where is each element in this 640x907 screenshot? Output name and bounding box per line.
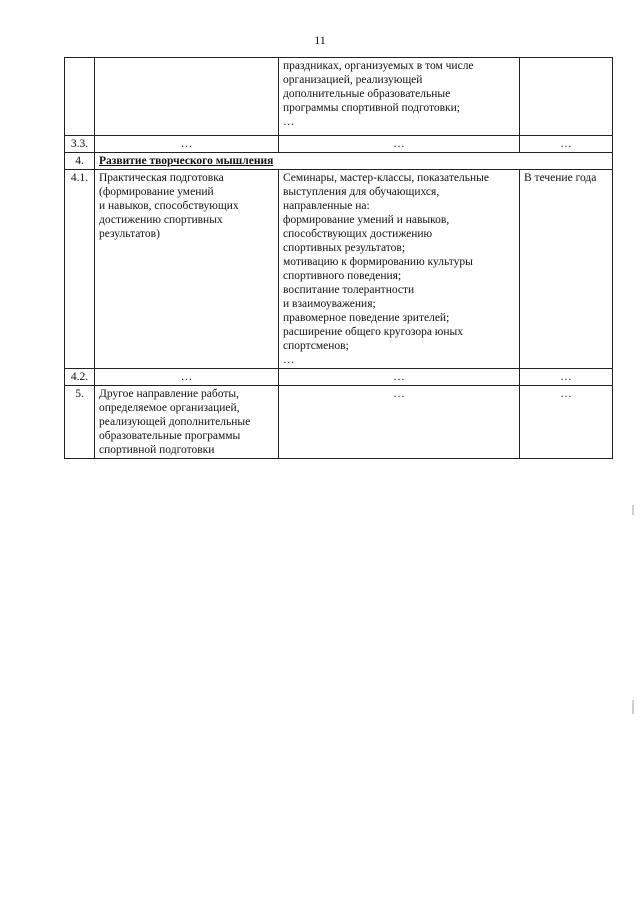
row-number xyxy=(65,58,95,136)
direction-cell xyxy=(95,170,279,369)
activity-line: расширение общего кругозора юных xyxy=(283,326,464,338)
direction-line: и навыков, способствующих xyxy=(99,200,239,212)
activities-cell xyxy=(279,58,520,136)
activity-line: спортивного поведения; xyxy=(283,270,402,282)
activity-line: направленные на: xyxy=(283,200,370,212)
activity-line: программы спортивной подготовки; xyxy=(283,102,460,114)
page-number: 11 xyxy=(314,33,326,47)
row-number: 4. xyxy=(65,153,95,170)
direction-line: реализующей дополнительные xyxy=(99,416,251,428)
activity-line: формирование умений и навыков, xyxy=(283,214,450,226)
activities-cell: … xyxy=(279,136,520,153)
direction-cell: … xyxy=(95,369,279,386)
direction-cell: … xyxy=(95,136,279,153)
activity-line: выступления для обучающихся, xyxy=(283,186,440,198)
table-row xyxy=(65,369,613,386)
table-row xyxy=(65,386,613,459)
activity-line: дополнительные образовательные xyxy=(283,88,451,100)
activity-line: мотивацию к формированию культуры xyxy=(283,256,473,268)
row-number: 4.2. xyxy=(65,369,95,386)
table-row xyxy=(65,58,613,136)
activities-cell xyxy=(279,170,520,369)
activity-line: праздниках, организуемых в том числе xyxy=(283,60,474,72)
direction-cell xyxy=(95,386,279,459)
term-cell: В течение года xyxy=(520,170,613,369)
activity-line: способствующих достижению xyxy=(283,228,433,240)
direction-line: результатов) xyxy=(99,228,160,240)
activity-line: правомерное поведение зрителей; xyxy=(283,312,450,324)
row-number: 3.3. xyxy=(65,136,95,153)
activity-line: организацией, реализующей xyxy=(283,74,423,86)
activity-line: … xyxy=(283,354,295,366)
term-cell xyxy=(520,58,613,136)
direction-cell xyxy=(95,58,279,136)
row-number: 4.1. xyxy=(65,170,95,369)
activity-line: … xyxy=(283,116,295,128)
direction-line: Другое направление работы, xyxy=(99,388,239,400)
events-table xyxy=(64,57,613,459)
activity-line: Семинары, мастер-классы, показательные xyxy=(283,172,489,184)
scan-edge-mark xyxy=(632,505,634,515)
activities-cell: … xyxy=(279,386,520,459)
direction-line: достижению спортивных xyxy=(99,214,223,226)
activity-line: спортсменов; xyxy=(283,340,349,352)
activities-cell: … xyxy=(279,369,520,386)
activity-line: и взаимоуважения; xyxy=(283,298,376,310)
term-cell: … xyxy=(520,386,613,459)
table-row xyxy=(65,170,613,369)
table-row xyxy=(65,136,613,153)
row-number: 5. xyxy=(65,386,95,459)
activity-line: воспитание толерантности xyxy=(283,284,415,296)
direction-line: определяемое организацией, xyxy=(99,402,240,414)
section-row xyxy=(65,153,613,170)
direction-line: спортивной подготовки xyxy=(99,444,215,456)
direction-line: образовательные программы xyxy=(99,430,241,442)
direction-line: Практическая подготовка xyxy=(99,172,224,184)
direction-line: (формирование умений xyxy=(99,186,214,198)
term-cell: … xyxy=(520,136,613,153)
scan-edge-mark xyxy=(632,700,634,714)
term-cell: … xyxy=(520,369,613,386)
activity-line: спортивных результатов; xyxy=(283,242,406,254)
section-title: Развитие творческого мышления xyxy=(95,153,613,170)
